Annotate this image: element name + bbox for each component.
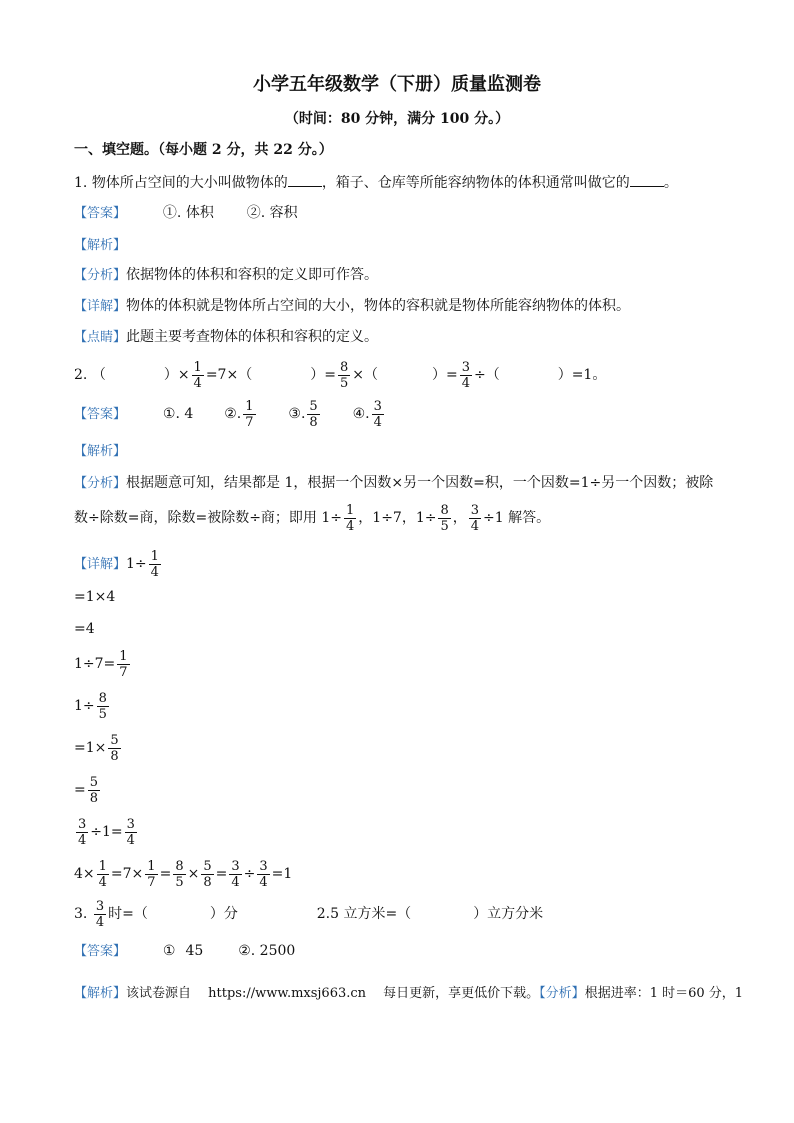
div-sign: ÷: [473, 367, 486, 383]
q2-step-8: 4× $\frac{1}{4}$ =7× $\frac{1}{7}$ = $\frac{8}{5}$ × $\frac{5}{8}$ = $\frac{3}{4}$ ÷ $\frac{3}{4}$ =1: [74, 858, 293, 890]
q2-analysis-line2: 数÷除数=商，除数=被除数÷商；即用 1÷ $\frac{1}{4}$ ，1÷7，1÷ $\frac{8}{5}$ ， $\frac{3}{4}$ ÷1 解答。: [74, 502, 551, 534]
section-heading: 一、填空题。（每小题 2 分，共 22 分。）: [74, 142, 333, 158]
q3-ans1: 45: [185, 943, 204, 959]
q3-stem: 3. $\frac{3}{4}$ 时=（ ）分 2.5 立方米=（ ）立方分米: [74, 898, 544, 930]
detail-label: 【详解】: [74, 299, 127, 314]
fraction-3-4: $\frac{3}{4}$: [373, 398, 382, 430]
q2-number: 2.: [74, 367, 88, 383]
q1-ans1: . 体积: [176, 205, 214, 221]
answer-label: 【答案】: [74, 944, 127, 959]
q1-analysis: 依据物体的体积和容积的定义即可作答。: [126, 267, 379, 283]
q3-ans1-index: ①: [162, 943, 176, 959]
paren-close: ）: [163, 367, 178, 383]
q2-ans4-index: ④: [352, 406, 366, 422]
q3-answer: [74, 942, 295, 961]
answer-label: 【答案】: [74, 407, 127, 422]
q2-eq-close: ）=: [310, 367, 336, 383]
q2-ans1-index: ①: [162, 406, 176, 422]
q1-stem: [74, 172, 678, 192]
q2-step-2: =4: [74, 621, 95, 637]
q2-step-6: = $\frac{5}{8}$: [74, 774, 99, 806]
q2-eq-close: ）=: [431, 367, 458, 383]
fraction-1-4: $\frac{1}{4}$: [193, 359, 202, 391]
q1-ans2-index: ②: [246, 205, 261, 221]
paren-open: （: [363, 367, 378, 383]
explain-label: 【解析】: [74, 238, 127, 253]
q2-detail-line1: 【详解】1÷ $\frac{1}{4}$: [74, 548, 159, 580]
q2-ans4-dot: .: [365, 406, 370, 422]
q1-text-a: 物体所占空间的大小叫做物体的: [91, 175, 288, 191]
fraction-5-8: $\frac{5}{8}$: [309, 398, 318, 430]
q2-step-7: $\frac{3}{4}$ ÷1= $\frac{3}{4}$: [78, 816, 135, 848]
q2-ans2-index: ②: [224, 406, 237, 422]
q3-ans2: . 2500: [250, 943, 296, 959]
q2-answer: [74, 396, 386, 433]
page-title: 小学五年级数学（下册）质量监测卷: [253, 74, 541, 95]
q2-step-5: =1× $\frac{5}{8}$: [74, 732, 119, 764]
q2-eq1: ）=1。: [557, 367, 607, 383]
q2-ans2-dot: .: [236, 406, 242, 422]
q1-answer: [74, 204, 298, 223]
times-sign: ×: [177, 367, 190, 383]
analysis-label: 【分析】: [539, 986, 585, 1001]
explain-label: 【解析】: [74, 986, 127, 1001]
q2-step-4: 1÷ $\frac{8}{5}$: [74, 690, 107, 722]
q2-ans3-dot: .: [300, 406, 306, 422]
q1-ans1-index: ①: [162, 205, 177, 221]
analysis-label: 【分析】: [74, 476, 127, 491]
fraction-1-7: $\frac{1}{7}$: [245, 398, 254, 430]
q3-number: 3.: [74, 906, 88, 922]
q1-ans2: . 容积: [260, 205, 298, 221]
q3-explain-line: [74, 985, 743, 1003]
q3-explain: 该试卷源自 https://www.mxsj663.cn 每日更新，享更低价下载。: [126, 986, 540, 1001]
q2-ans3-index: ③: [288, 406, 301, 422]
q2-eq7: =7×（: [205, 367, 253, 383]
q2-step-1: =1×4: [74, 589, 116, 605]
q3-ans2-index: ②: [238, 943, 251, 959]
explain-label: 【解析】: [74, 444, 127, 459]
q2-analysis-line1: 根据题意可知，结果都是 1，根据一个因数×另一个因数=积，一个因数=1÷另一个因数；被除: [126, 475, 714, 491]
answer-label: 【答案】: [74, 206, 127, 221]
paren-open: （: [485, 367, 500, 383]
fraction-8-5: $\frac{8}{5}$: [339, 359, 349, 391]
q1-remark: 此题主要考查物体的体积和容积的定义。: [126, 329, 379, 345]
q1-number: 1.: [74, 175, 88, 191]
fraction-3-4: $\frac{3}{4}$: [461, 359, 470, 391]
paren-open: （: [91, 367, 106, 383]
remark-label: 【点睛】: [74, 330, 127, 345]
q1-blank-2: [630, 172, 664, 187]
q1-blank-1: [288, 172, 322, 187]
times-sign: ×: [352, 367, 364, 383]
q2-ans1: . 4: [175, 406, 194, 422]
analysis-label: 【分析】: [74, 268, 127, 283]
q1-text-b: ，箱子、仓库等所能容纳物体的体积通常叫做它的: [321, 175, 630, 191]
detail-label: 【详解】: [74, 557, 127, 572]
q2-step-3: 1÷7= $\frac{1}{7}$: [74, 648, 128, 680]
q1-text-c: 。: [663, 175, 678, 191]
q3-analysis: 根据进率：1 时＝60 分，1: [584, 986, 744, 1001]
q2-stem: [74, 358, 606, 392]
q1-detail: 物体的体积就是物体所占空间的大小，物体的容积就是物体所能容纳物体的体积。: [126, 298, 631, 314]
page-subtitle: （时间：80 分钟，满分 100 分。）: [284, 111, 510, 127]
